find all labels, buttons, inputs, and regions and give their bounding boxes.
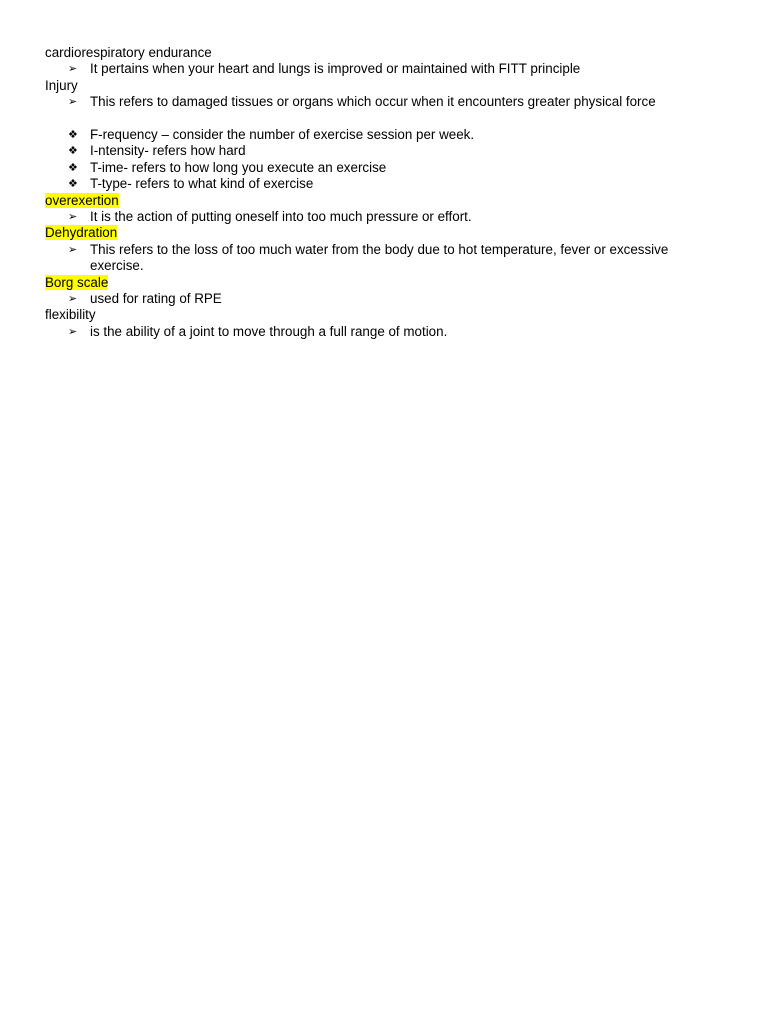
four-diamond-bullet-icon: ❖ — [68, 144, 78, 158]
definition-text: This refers to the loss of too much water from the body due to hot temperature, fever or excessive exercise. — [90, 241, 669, 274]
four-diamond-bullet-icon: ❖ — [68, 177, 78, 191]
blank-line — [45, 111, 725, 127]
fitt-item-intensity — [45, 143, 725, 159]
arrowhead-bullet-icon: ➢ — [68, 292, 78, 306]
fitt-text: I-ntensity- refers how hard — [90, 143, 246, 159]
fitt-item-time — [45, 160, 725, 176]
definition-item — [45, 242, 725, 275]
definition-item — [45, 291, 725, 307]
four-diamond-bullet-icon: ❖ — [68, 160, 78, 174]
definition-text: used for rating of RPE — [90, 291, 222, 307]
term-injury: Injury — [45, 77, 78, 93]
arrowhead-bullet-icon: ➢ — [68, 95, 78, 109]
fitt-item-type — [45, 176, 725, 192]
fitt-text: F-requency – consider the number of exercise session per week. — [90, 127, 475, 143]
arrowhead-bullet-icon: ➢ — [68, 62, 78, 76]
arrowhead-bullet-icon: ➢ — [68, 242, 78, 256]
definition-text: This refers to damaged tissues or organs which occur when it encounters greater physical force — [90, 94, 656, 110]
four-diamond-bullet-icon: ❖ — [68, 128, 78, 142]
document-page — [45, 45, 725, 340]
term-cardiorespiratory-endurance: cardiorespiratory endurance — [45, 45, 212, 60]
highlighted-term: overexertion — [45, 192, 119, 208]
arrowhead-bullet-icon: ➢ — [68, 210, 78, 224]
definition-item — [45, 61, 725, 77]
term-borg-scale — [45, 275, 725, 291]
definition-item — [45, 209, 725, 225]
arrowhead-bullet-icon: ➢ — [68, 324, 78, 338]
highlighted-term: Borg scale — [45, 274, 109, 290]
term-flexibility: flexibility — [45, 307, 96, 323]
fitt-text: T-ime- refers to how long you execute an exercise — [90, 159, 387, 175]
term-overexertion — [45, 193, 725, 209]
definition-text: is the ability of a joint to move through a full range of motion. — [90, 323, 448, 339]
definition-item — [45, 94, 725, 110]
fitt-item-frequency — [45, 127, 725, 143]
fitt-text: T-type- refers to what kind of exercise — [90, 176, 314, 192]
definition-text: It is the action of putting oneself into too much pressure or effort. — [90, 209, 472, 225]
definition-text: It pertains when your heart and lungs is improved or maintained with FITT principle — [90, 61, 581, 77]
highlighted-term: Dehydration — [45, 225, 118, 241]
definition-item — [45, 324, 725, 340]
term-dehydration — [45, 225, 725, 241]
